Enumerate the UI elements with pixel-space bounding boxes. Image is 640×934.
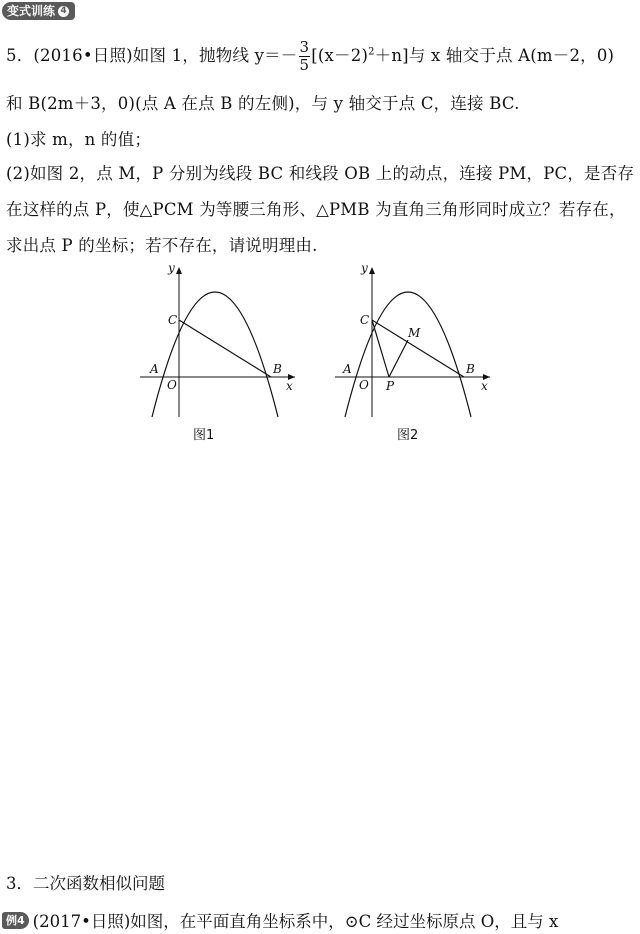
label-b: B — [466, 362, 475, 376]
question-2-line-1: (2)如图 2，点 M，P 分别为线段 BC 和线段 OB 上的动点，连接 PM，PC，是否存 — [6, 164, 635, 183]
figure-2 — [335, 262, 505, 422]
problem-text: [(x－2) — [311, 46, 369, 65]
label-p: P — [386, 379, 395, 393]
segment-pm — [389, 340, 408, 377]
parabola — [152, 292, 278, 417]
example-text: (2017•日照)如图，在平面直角坐标系中，⊙C 经过坐标原点 O，且与 x — [32, 912, 559, 931]
label-c: C — [360, 313, 370, 327]
section-heading: 3．二次函数相似问题 — [6, 874, 165, 893]
figure-1 — [140, 262, 310, 422]
label-o: O — [359, 378, 369, 392]
label-o: O — [167, 378, 177, 392]
label-y: y — [168, 262, 175, 275]
badge-label: 变式训练 — [7, 4, 56, 18]
badge-number: 4 — [58, 6, 69, 17]
label-x: x — [481, 379, 488, 393]
example-line — [2, 908, 558, 932]
figure-2-caption: 图2 — [397, 428, 419, 443]
fraction-numerator: 3 — [299, 38, 310, 56]
question-2-line-2: 在这样的点 P，使△PCM 为等腰三角形、△PMB 为直角三角形同时成立？若存在， — [6, 200, 626, 219]
problem-line-2: 和 B(2m＋3，0)(点 A 在点 B 的左侧)，与 y 轴交于点 C，连接 BC. — [6, 94, 520, 113]
y-axis-arrow — [176, 267, 182, 274]
label-c: C — [168, 313, 178, 327]
label-x: x — [286, 379, 293, 393]
label-a: A — [343, 362, 352, 376]
fraction-denominator: 5 — [299, 56, 310, 74]
label-m: M — [408, 326, 421, 340]
label-b: B — [273, 362, 282, 376]
problem-text: ＋n]与 x 轴交于点 A(m－2，0) — [374, 46, 615, 65]
y-axis-arrow — [369, 267, 375, 274]
problem-line-1 — [6, 40, 614, 73]
figure-1-caption: 图1 — [193, 428, 215, 443]
problem-text: 5．(2016•日照)如图 1，抛物线 y＝－ — [6, 46, 298, 65]
question-1: (1)求 m，n 的值； — [6, 130, 152, 149]
exponent: 2 — [368, 46, 375, 58]
parabola — [345, 292, 471, 417]
example-badge: 例4 — [2, 912, 29, 929]
question-2-line-3: 求出点 P 的坐标；若不存在，请说明理由. — [6, 236, 318, 255]
variant-training-badge — [2, 2, 75, 20]
label-a: A — [150, 362, 159, 376]
fraction — [299, 40, 311, 73]
label-y: y — [361, 262, 368, 275]
